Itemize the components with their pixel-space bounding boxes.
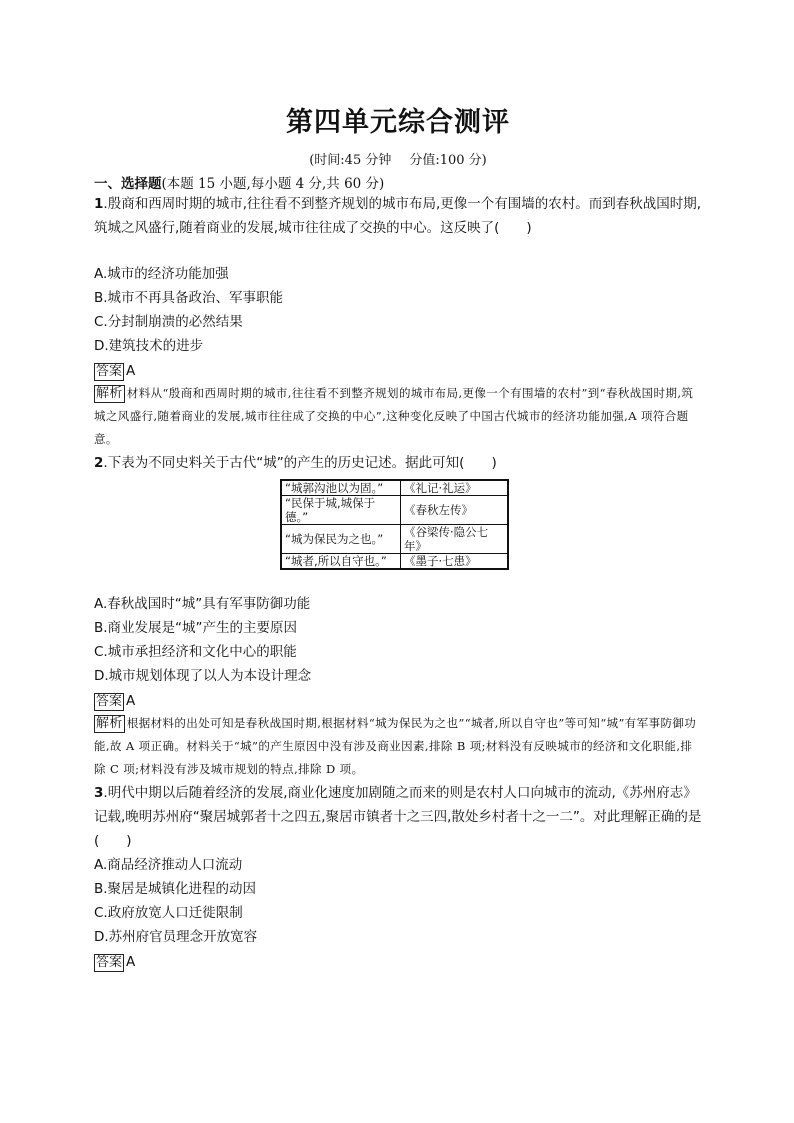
analysis-text: 材料从“殷商和西周时期的城市,往往看不到整齐规划的城市布局,更像一个有围墙的农村”到“春秋战国时期,筑城之风盛行,随着商业的发展,城市往往成了交换的中心”,这种变化反映了中国古代城市的经济功能加强,A 项符合题意。	[94, 386, 694, 446]
table-cell-quote: “城者,所以自守也。”	[281, 554, 401, 570]
question-stem: .明代中期以后随着经济的发展,商业化速度加剧随之而来的则是农村人口向城市的流动,《苏州府志》记载,晚明苏州府“聚居城郭者十之四五,聚居市镇者十之三四,散处乡村者十之一二”。对此理解正确的是( )	[94, 785, 702, 849]
question-stem: .下表为不同史料关于古代“城”的产生的历史记述。据此可知( )	[103, 455, 497, 471]
option-b: B.聚居是城镇化进程的动因	[94, 881, 257, 897]
answer-value: A	[126, 363, 136, 379]
answer-line	[94, 360, 702, 382]
section-header	[94, 172, 702, 192]
question-number: 2	[94, 455, 104, 471]
option-b: B.城市不再具备政治、军事职能	[94, 290, 284, 306]
question-2	[94, 451, 702, 475]
table-cell-source: 《谷梁传·隐公七年》	[401, 525, 509, 554]
table-row	[281, 496, 508, 525]
answer-line	[94, 690, 702, 712]
table-cell-quote: “城郭沟池以为固。”	[281, 480, 401, 496]
option-c: C.分封制崩溃的必然结果	[94, 314, 243, 330]
answer-tag: 答案	[96, 694, 123, 709]
analysis-tag: 解析	[96, 716, 123, 731]
question-3	[94, 781, 702, 853]
answer-value: A	[126, 954, 136, 970]
option-a: A.商品经济推动人口流动	[94, 857, 243, 873]
option-c: C.城市承担经济和文化中心的职能	[94, 644, 297, 660]
exam-score: 分值:100 分)	[409, 153, 487, 168]
option-d: D.建筑技术的进步	[94, 338, 204, 354]
section-desc: (本题 15 小题,每小题 4 分,共 60 分)	[161, 176, 385, 192]
option-d: D.城市规划体现了以人为本设计理念	[94, 668, 312, 684]
analysis-block	[94, 382, 702, 451]
exam-time: (时间:45 分钟	[309, 153, 392, 168]
answer-tag: 答案	[96, 955, 123, 970]
option-a: A.春秋战国时“城”具有军事防御功能	[94, 596, 311, 612]
table-row	[281, 554, 508, 570]
option-d: D.苏州府官员理念开放宽容	[94, 929, 258, 945]
question-number: 1	[94, 196, 104, 212]
exam-meta	[94, 149, 702, 168]
question-1	[94, 192, 702, 240]
question-number: 3	[94, 785, 104, 801]
answer-line	[94, 951, 702, 973]
table-cell-source: 《礼记·礼运》	[401, 480, 509, 496]
analysis-block	[94, 712, 702, 781]
table-cell-source: 《春秋左传》	[401, 496, 509, 525]
document-page	[94, 100, 702, 973]
page-title: 第四单元综合测评	[286, 107, 510, 138]
table-row	[281, 480, 508, 496]
option-c: C.政府放宽人口迁徙限制	[94, 905, 243, 921]
answer-value: A	[126, 693, 136, 709]
source-table	[280, 479, 509, 570]
analysis-text: 根据材料的出处可知是春秋战国时期,根据材料“城为保民为之也”“城者,所以自守也”等可知“城”有军事防御功能,故 A 项正确。材料关于“城”的产生原因中没有涉及商业因素,排除 B 项;材料没有反映城市的经济和文化职能,排除 C 项;材料没有涉及城市规划的特点,排除 D 项。	[94, 716, 697, 776]
table-cell-source: 《墨子·七患》	[401, 554, 509, 570]
table-cell-quote: “民保于城,城保于德。”	[281, 496, 401, 525]
question-stem: .殷商和西周时期的城市,往往看不到整齐规划的城市布局,更像一个有围墙的农村。而到春秋战国时期,筑城之风盛行,随着商业的发展,城市往往成了交换的中心。这反映了( )	[94, 196, 702, 236]
option-b: B.商业发展是“城”产生的主要原因	[94, 620, 298, 636]
analysis-tag: 解析	[96, 386, 123, 401]
option-a: A.城市的经济功能加强	[94, 266, 229, 282]
section-heading: 一、选择题	[94, 176, 162, 192]
table-cell-quote: “城为保民为之也。”	[281, 525, 401, 554]
answer-tag: 答案	[96, 364, 123, 379]
table-row	[281, 525, 508, 554]
